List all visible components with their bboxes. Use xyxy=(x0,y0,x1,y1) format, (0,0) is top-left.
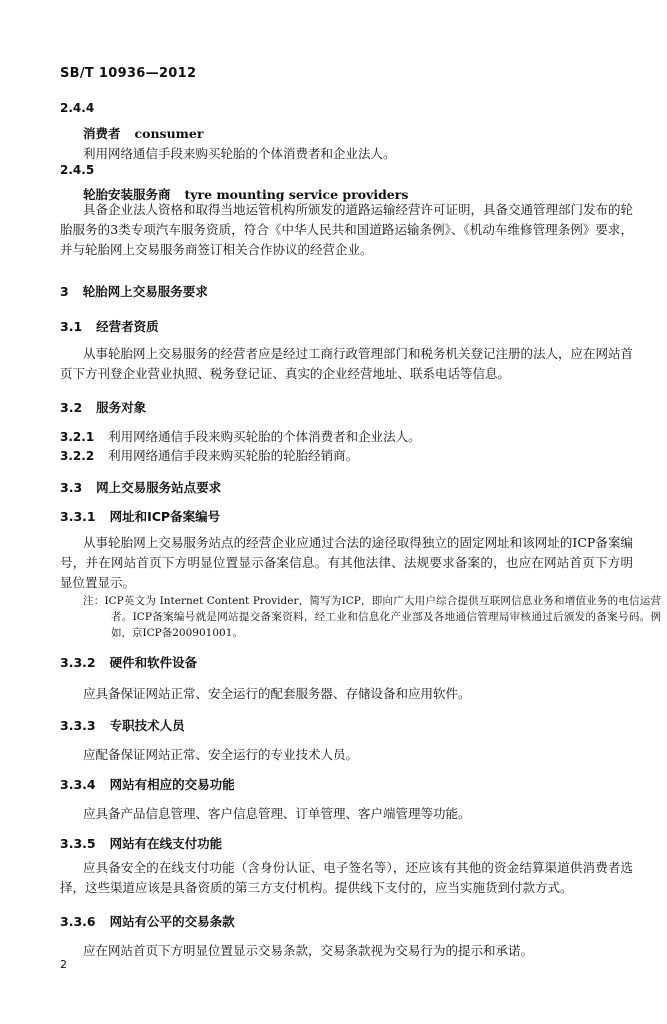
term-en: consumer xyxy=(134,126,204,141)
section-3-3-1-text: 从事轮胎网上交易服务站点的经营企业应通过合法的途径取得独立的固定网址和该网址的ICP备案编号，并在网站首页下方明显位置显示备案信息。有其他法律、法规要求备案的，也应在网站首页下方明显位置显示。 xyxy=(60,535,633,590)
section-3-3-1-heading xyxy=(60,507,220,525)
clause-number-2-4-4: 2.4.4 xyxy=(60,101,95,115)
section-number: 3.3 xyxy=(60,480,83,495)
section-3-3-3-text: 应配备保证网站正常、安全运行的专业技术人员。 xyxy=(83,747,359,762)
section-title: 服务对象 xyxy=(96,400,147,415)
page-number: 2 xyxy=(60,958,67,971)
section-number: 3.3.3 xyxy=(60,718,96,733)
term-consumer xyxy=(83,123,203,142)
section-3-1-text: 从事轮胎网上交易服务的经营者应是经过工商行政管理部门和税务机关登记注册的法人，应在网站首页下方刊登企业营业执照、税务登记证、真实的企业经营地址、联系电话等信息。 xyxy=(60,346,634,381)
clause-number-2-4-5: 2.4.5 xyxy=(60,163,95,177)
section-3-3-2-text: 应具备保证网站正常、安全运行的配套服务器、存储设备和应用软件。 xyxy=(83,686,471,701)
section-title: 网址和ICP备案编号 xyxy=(109,509,221,524)
list-item-3-2-1 xyxy=(60,427,421,445)
section-title: 专职技术人员 xyxy=(109,718,185,733)
section-3-3-5-text: 应具备安全的在线支付功能（含身份认证、电子签名等），还应该有其他的资金结算渠道供消费者选择，这些渠道应该是具备资质的第三方支付机构。提供线下支付的，应当实施货到付款方式。 xyxy=(60,860,633,895)
section-3-heading xyxy=(60,282,208,300)
section-number: 3.3.1 xyxy=(60,509,96,524)
term-zh: 轮胎安装服务商 xyxy=(83,187,171,202)
section-title: 网上交易服务站点要求 xyxy=(96,480,222,495)
term-definition: 具备企业法人资格和取得当地运管机构所颁发的道路运输经营许可证明，具备交通管理部门发布的轮胎服务的3类专项汽车服务资质，符合《中华人民共和国道路运输条例》、《机动车维修管理条例》要求，并与轮胎网上交易服务商签订相关合作协议的经营企业。 xyxy=(60,202,634,257)
standard-code: SB/T 10936—2012 xyxy=(60,66,197,81)
section-3-3-3-heading xyxy=(60,716,185,734)
section-number: 3.3.6 xyxy=(60,914,96,929)
section-number: 3.3.4 xyxy=(60,777,96,792)
item-text: 利用网络通信手段来购买轮胎的轮胎经销商。 xyxy=(108,448,359,463)
section-title: 网站有公平的交易条款 xyxy=(109,914,235,929)
term-zh: 消费者 xyxy=(83,126,121,141)
list-item-3-2-2 xyxy=(60,446,358,464)
section-3-3-heading xyxy=(60,478,221,496)
section-number: 3 xyxy=(60,284,69,299)
section-title: 轮胎网上交易服务要求 xyxy=(82,284,208,299)
section-number: 3.1 xyxy=(60,319,83,334)
section-number: 3.3.5 xyxy=(60,836,96,851)
section-3-1-heading xyxy=(60,317,159,335)
item-number: 3.2.2 xyxy=(60,449,95,463)
section-3-3-2-heading xyxy=(60,653,197,671)
section-3-3-4-heading xyxy=(60,775,235,793)
section-number: 3.3.2 xyxy=(60,655,96,670)
term-en: tyre mounting service providers xyxy=(184,187,409,202)
section-3-3-6-heading xyxy=(60,912,235,930)
section-3-3-4-text: 应具备产品信息管理、客户信息管理、订单管理、客户端管理等功能。 xyxy=(83,806,471,821)
note-icp: 注：ICP英文为 Internet Content Provider，简写为ICP，即向广大用户综合提供互联网信息业务和增值业务的电信运营者。ICP备案编号就是网站提交备案资料，经工业和信息化产业部及各地通信管理局审核通过后颁发的备案号码。例如，京ICP备200901001。 xyxy=(83,595,661,639)
section-number: 3.2 xyxy=(60,400,83,415)
section-title: 硬件和软件设备 xyxy=(109,655,198,670)
section-title: 网站有在线支付功能 xyxy=(109,836,223,851)
section-3-2-heading xyxy=(60,398,146,416)
section-title: 经营者资质 xyxy=(96,319,159,334)
section-3-3-5-heading xyxy=(60,834,222,852)
section-3-3-6-text: 应在网站首页下方明显位置显示交易条款，交易条款视为交易行为的提示和承诺。 xyxy=(83,943,534,958)
section-title: 网站有相应的交易功能 xyxy=(109,777,235,792)
term-definition: 利用网络通信手段来购买轮胎的个体消费者和企业法人。 xyxy=(83,146,396,161)
item-text: 利用网络通信手段来购买轮胎的个体消费者和企业法人。 xyxy=(108,429,421,444)
item-number: 3.2.1 xyxy=(60,430,95,444)
